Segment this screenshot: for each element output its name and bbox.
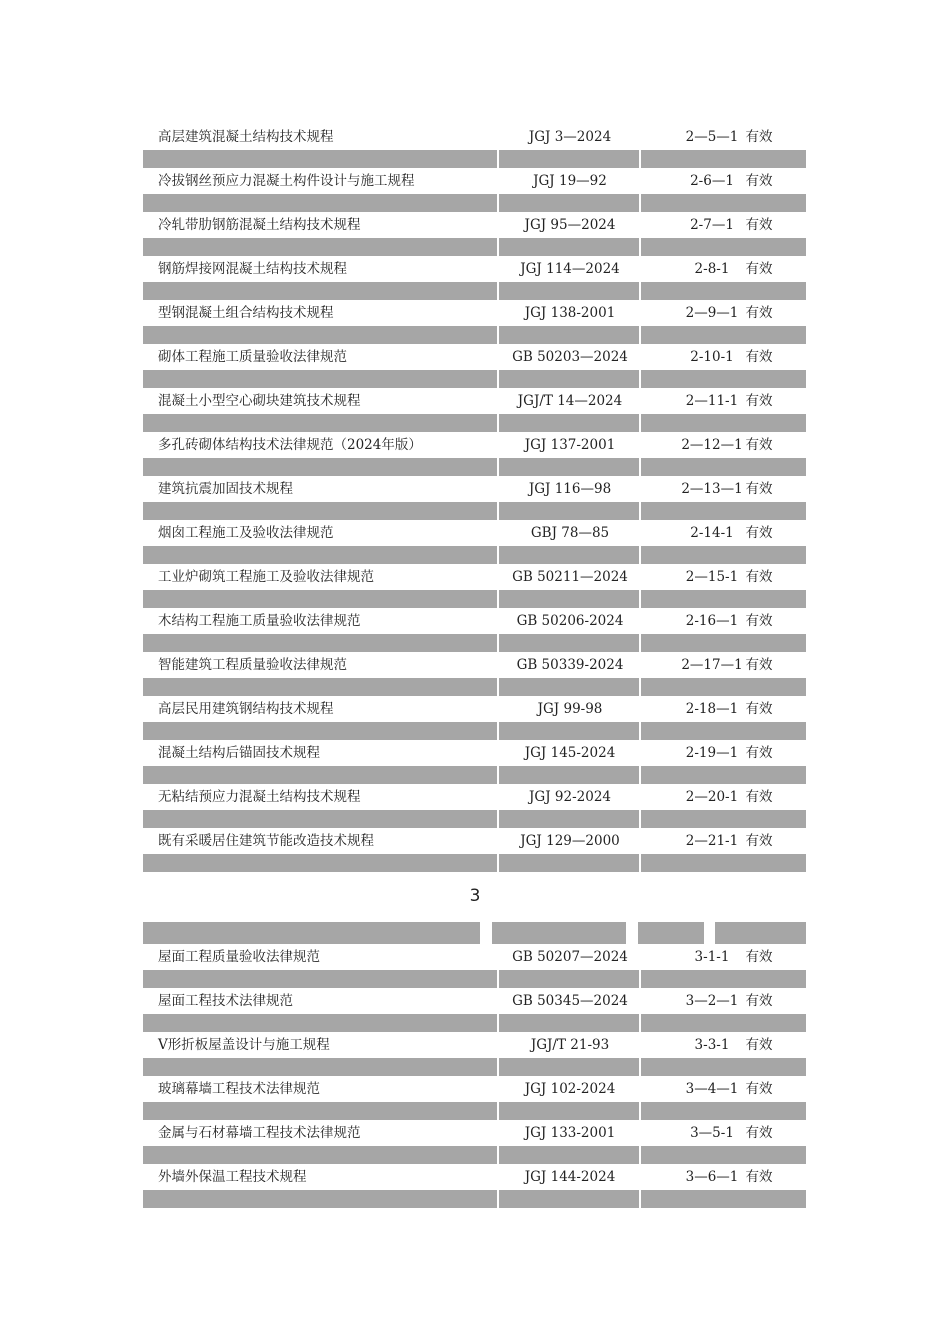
standard-code: JGJ 114—2024 <box>520 261 620 277</box>
standard-code: JGJ 3—2024 <box>528 129 612 145</box>
standard-code: JGJ 95—2024 <box>524 217 616 233</box>
standard-code: GBJ 78—85 <box>530 525 610 541</box>
page-ref: 2—21-1 <box>685 833 739 849</box>
standard-name: V形折板屋盖设计与施工规程 <box>158 1037 330 1053</box>
status-text: 有效 <box>745 949 773 965</box>
status-text: 有效 <box>745 1169 773 1185</box>
row-separator-bar <box>143 854 806 872</box>
table-row <box>143 652 806 678</box>
standard-name: 冷拔钢丝预应力混凝土构件设计与施工规程 <box>158 173 415 189</box>
status-text: 有效 <box>745 305 773 321</box>
standard-code: JGJ/T 14—2024 <box>517 393 623 409</box>
row-separator-bar <box>143 282 806 300</box>
standards-table-section-2 <box>143 124 806 872</box>
standard-name: 混凝土结构后锚固技术规程 <box>158 745 320 761</box>
table-row <box>143 564 806 590</box>
page-ref: 2-18—1 <box>685 701 739 717</box>
section-header-bars <box>143 922 806 944</box>
table-row <box>143 168 806 194</box>
page-ref: 2—11-1 <box>685 393 739 409</box>
row-separator-bar <box>143 1014 806 1032</box>
page-ref: 2-19—1 <box>685 745 739 761</box>
page-ref: 3—6—1 <box>685 1169 739 1185</box>
standard-name: 屋面工程质量验收法律规范 <box>158 949 320 965</box>
page-ref: 3—5-1 <box>690 1125 734 1141</box>
table-row <box>143 1076 806 1102</box>
standard-name: 智能建筑工程质量验收法律规范 <box>158 657 347 673</box>
page-ref: 3-1-1 <box>694 949 730 965</box>
status-text: 有效 <box>745 701 773 717</box>
standards-table-section-3 <box>143 944 806 1208</box>
standard-name: 工业炉砌筑工程施工及验收法律规范 <box>158 569 374 585</box>
standard-code: JGJ 102-2024 <box>524 1081 616 1097</box>
row-separator-bar <box>143 810 806 828</box>
standard-name: 既有采暖居住建筑节能改造技术规程 <box>158 833 374 849</box>
standard-name: 钢筋焊接网混凝土结构技术规程 <box>158 261 347 277</box>
standard-name: 无粘结预应力混凝土结构技术规程 <box>158 789 361 805</box>
status-text: 有效 <box>745 481 773 497</box>
page-ref: 3—2—1 <box>685 993 739 1009</box>
row-separator-bar <box>143 458 806 476</box>
table-row <box>143 1032 806 1058</box>
table-row <box>143 212 806 238</box>
standard-code: JGJ 144-2024 <box>524 1169 616 1185</box>
row-separator-bar <box>143 370 806 388</box>
table-row <box>143 300 806 326</box>
standard-name: 金属与石材幕墙工程技术法律规范 <box>158 1125 361 1141</box>
page-ref: 2—20-1 <box>685 789 739 805</box>
row-separator-bar <box>143 238 806 256</box>
row-separator-bar <box>143 590 806 608</box>
table-row <box>143 124 806 150</box>
header-bar-status <box>715 922 806 944</box>
standard-code: JGJ 133-2001 <box>524 1125 616 1141</box>
status-text: 有效 <box>745 261 773 277</box>
standard-code: JGJ 92-2024 <box>529 789 611 805</box>
table-row <box>143 784 806 810</box>
section-number: 3 <box>469 886 481 906</box>
standard-code: GB 50203—2024 <box>512 349 628 365</box>
status-text: 有效 <box>745 1037 773 1053</box>
row-separator-bar <box>143 722 806 740</box>
table-row <box>143 432 806 458</box>
table-row <box>143 944 806 970</box>
row-separator-bar <box>143 678 806 696</box>
standard-code: GB 50211—2024 <box>512 569 628 585</box>
standard-code: GB 50206-2024 <box>516 613 624 629</box>
standard-name: 烟囱工程施工及验收法律规范 <box>158 525 334 541</box>
standard-name: 玻璃幕墙工程技术法律规范 <box>158 1081 320 1097</box>
header-bar-code <box>492 922 626 944</box>
row-separator-bar <box>143 634 806 652</box>
page-ref: 2-8-1 <box>694 261 730 277</box>
standard-name: 木结构工程施工质量验收法律规范 <box>158 613 361 629</box>
standard-name: 冷轧带肋钢筋混凝土结构技术规程 <box>158 217 361 233</box>
table-row <box>143 476 806 502</box>
standard-code: JGJ 129—2000 <box>520 833 620 849</box>
status-text: 有效 <box>745 745 773 761</box>
table-row <box>143 388 806 414</box>
page-ref: 2—17—1 <box>681 657 743 673</box>
status-text: 有效 <box>745 613 773 629</box>
status-text: 有效 <box>745 789 773 805</box>
table-row <box>143 344 806 370</box>
page-ref: 3-3-1 <box>694 1037 730 1053</box>
page-ref: 2-7—1 <box>690 217 734 233</box>
standard-name: 外墙外保温工程技术规程 <box>158 1169 307 1185</box>
row-separator-bar <box>143 326 806 344</box>
standard-code: JGJ 116—98 <box>528 481 612 497</box>
standard-name: 型钢混凝土组合结构技术规程 <box>158 305 334 321</box>
status-text: 有效 <box>745 393 773 409</box>
table-row <box>143 828 806 854</box>
row-separator-bar <box>143 194 806 212</box>
standard-name: 建筑抗震加固技术规程 <box>158 481 293 497</box>
status-text: 有效 <box>745 129 773 145</box>
row-separator-bar <box>143 1146 806 1164</box>
page-ref: 2—5—1 <box>685 129 739 145</box>
page-ref: 2—9—1 <box>685 305 739 321</box>
status-text: 有效 <box>745 993 773 1009</box>
page-ref: 3—4—1 <box>685 1081 739 1097</box>
standard-code: JGJ 19—92 <box>533 173 607 189</box>
status-text: 有效 <box>745 1125 773 1141</box>
row-separator-bar <box>143 546 806 564</box>
standard-code: JGJ/T 21-93 <box>530 1037 610 1053</box>
standard-name: 砌体工程施工质量验收法律规范 <box>158 349 347 365</box>
page-ref: 2-10-1 <box>690 349 734 365</box>
table-row <box>143 520 806 546</box>
header-bar-name <box>143 922 480 944</box>
row-separator-bar <box>143 1058 806 1076</box>
status-text: 有效 <box>745 657 773 673</box>
table-row <box>143 1164 806 1190</box>
standard-name: 混凝土小型空心砌块建筑技术规程 <box>158 393 361 409</box>
page-ref: 2—13—1 <box>681 481 743 497</box>
standard-code: JGJ 137-2001 <box>524 437 616 453</box>
status-text: 有效 <box>745 349 773 365</box>
status-text: 有效 <box>745 569 773 585</box>
row-separator-bar <box>143 502 806 520</box>
header-bar-page <box>638 922 704 944</box>
status-text: 有效 <box>745 525 773 541</box>
standard-code: JGJ 138-2001 <box>524 305 616 321</box>
row-separator-bar <box>143 1102 806 1120</box>
standard-code: GB 50345—2024 <box>512 993 628 1009</box>
table-row <box>143 1120 806 1146</box>
standard-code: JGJ 99-98 <box>537 701 603 717</box>
page-ref: 2-16—1 <box>685 613 739 629</box>
row-separator-bar <box>143 970 806 988</box>
standard-name: 多孔砖砌体结构技术法律规范（2024年版） <box>158 437 422 453</box>
row-separator-bar <box>143 414 806 432</box>
standard-code: JGJ 145-2024 <box>524 745 616 761</box>
table-row <box>143 740 806 766</box>
page-ref: 2-14-1 <box>690 525 734 541</box>
table-row <box>143 256 806 282</box>
status-text: 有效 <box>745 217 773 233</box>
standard-code: GB 50339-2024 <box>516 657 624 673</box>
page-ref: 2—15-1 <box>685 569 739 585</box>
status-text: 有效 <box>745 173 773 189</box>
standard-name: 高层建筑混凝土结构技术规程 <box>158 129 334 145</box>
row-separator-bar <box>143 150 806 168</box>
table-row <box>143 696 806 722</box>
page-ref: 2-6—1 <box>690 173 734 189</box>
status-text: 有效 <box>745 833 773 849</box>
status-text: 有效 <box>745 437 773 453</box>
table-row <box>143 608 806 634</box>
status-text: 有效 <box>745 1081 773 1097</box>
standard-code: GB 50207—2024 <box>512 949 628 965</box>
page-ref: 2—12—1 <box>681 437 743 453</box>
standard-name: 高层民用建筑钢结构技术规程 <box>158 701 334 717</box>
table-row <box>143 988 806 1014</box>
row-separator-bar <box>143 1190 806 1208</box>
standard-name: 屋面工程技术法律规范 <box>158 993 293 1009</box>
row-separator-bar <box>143 766 806 784</box>
